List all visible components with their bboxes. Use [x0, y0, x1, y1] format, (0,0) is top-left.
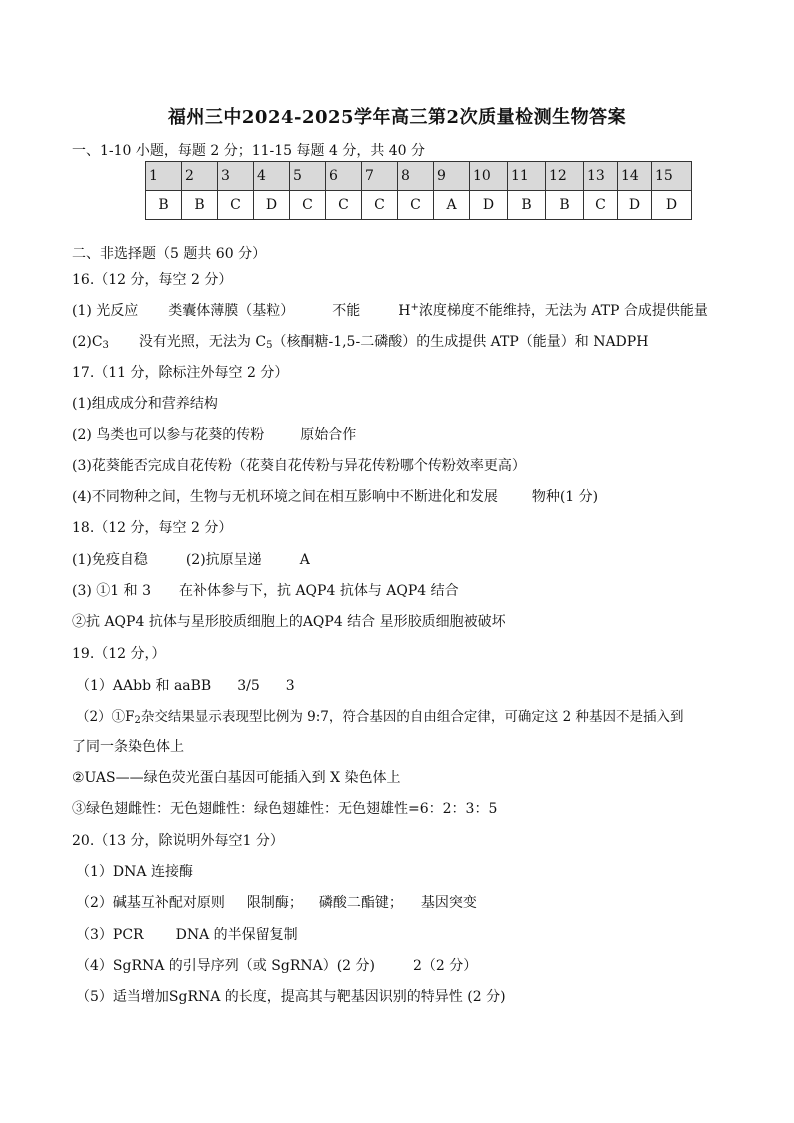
q20-answer-2c: 磷酸二酯键； [318, 895, 403, 911]
q19-line1 [76, 676, 295, 696]
question-number-cell: 1 [146, 162, 182, 191]
answer-table [145, 161, 692, 220]
q17-answer-4a: (4)不同物种之间，生物与无机环境之间在相互影响中不断进化和发展 [72, 489, 498, 505]
question-number-cell: 12 [546, 162, 584, 191]
q18-line1 [72, 550, 310, 570]
answer-cell: C [290, 191, 326, 220]
question-number-cell: 14 [618, 162, 652, 191]
q17-answer-2b: 原始合作 [300, 427, 357, 443]
q18-answer-3: A [299, 552, 310, 568]
question-number-cell: 4 [254, 162, 290, 191]
answer-table-answer-row [146, 191, 692, 220]
q20-answer-3b: DNA 的半保留复制 [175, 927, 298, 943]
q18-answer-4: (3) ①1 和 3 [72, 583, 151, 599]
answer-cell: D [618, 191, 652, 220]
q19-answer-2: 3/5 [237, 678, 260, 694]
q18-line2 [72, 581, 459, 601]
q17-line1: (1)组成成分和营养结构 [72, 396, 218, 412]
q17-line3: (3)花葵能否完成自花传粉（花葵自花传粉与异花传粉哪个传粉效率更高） [72, 458, 526, 474]
question-number-cell: 3 [218, 162, 254, 191]
q16-answer-4: H+浓度梯度不能维持，无法为 ATP 合成提供能量 [398, 302, 708, 319]
q17-answer-4b: 物种(1 分) [531, 489, 599, 505]
question-number-cell: 2 [182, 162, 218, 191]
q19-line2: $(2)①F_2$杂交结果显示表现型比例为 9:7，符合基因的自由组合定律，可确定这 2 种基因不是插入到 [76, 709, 684, 726]
q20-line2 [76, 893, 477, 913]
q17-line4 [72, 487, 598, 507]
q16-header: 16.（12 分，每空 2 分） [72, 272, 233, 288]
q16-answer-3: 不能 [332, 303, 361, 319]
question-number-cell: 13 [584, 162, 618, 191]
q20-line5: （5）适当增加SgRNA 的长度，提高其与靶基因识别的特异性 (2 分) [76, 989, 506, 1005]
q19-answer-1: （1）AAbb 和 aaBB [76, 678, 212, 694]
q20-header: 20.（13 分，除说明外每空1 分） [72, 833, 284, 849]
q19-line5: ③绿色翅雌性：无色翅雌性：绿色翅雄性：无色翅雄性=6：2：3：5 [72, 801, 498, 817]
answer-cell: B [182, 191, 218, 220]
question-number-cell: 7 [362, 162, 398, 191]
q19-line4: ②UAS——绿色荧光蛋白基因可能插入到 X 染色体上 [72, 770, 401, 786]
answer-cell: D [470, 191, 508, 220]
answer-cell: B [146, 191, 182, 220]
answer-cell: D [652, 191, 692, 220]
answer-table-number-row [146, 162, 692, 191]
q20-answer-2d: 基因突变 [420, 895, 477, 911]
q17-answer-2a: (2) 鸟类也可以参与花葵的传粉 [72, 427, 265, 443]
q16-line2 [72, 332, 648, 352]
q19-line3: 了同一条染色体上 [72, 739, 184, 755]
question-number-cell: 10 [470, 162, 508, 191]
q19-header: 19.（12 分，） [72, 646, 166, 662]
q20-answer-3a: （3）PCR [76, 927, 144, 943]
q20-line1: （1）DNA 连接酶 [76, 864, 193, 880]
q20-line3 [76, 925, 298, 945]
answer-cell: C [362, 191, 398, 220]
q16-line1 [72, 301, 708, 321]
question-number-cell: 8 [398, 162, 434, 191]
question-number-cell: 5 [290, 162, 326, 191]
answer-cell: C [218, 191, 254, 220]
q20-answer-4b: 2（2 分） [413, 958, 478, 974]
section2-heading: 二、非选择题（5 题共 60 分） [72, 246, 267, 262]
q18-header: 18.（12 分，每空 2 分） [72, 520, 233, 536]
q18-answer-2: (2)抗原呈递 [185, 552, 262, 568]
q17-line2 [72, 425, 356, 445]
answer-cell: B [546, 191, 584, 220]
answer-cell: C [326, 191, 362, 220]
q19-answer-3: 3 [285, 678, 295, 694]
q16-answer-6: 没有光照，无法为 $C_5$（核酮糖-1,5-二磷酸）的生成提供 ATP（能量）和 NADPH [138, 334, 649, 351]
question-number-cell: 9 [434, 162, 470, 191]
answer-cell: C [584, 191, 618, 220]
q20-answer-4a: （4）SgRNA 的引导序列（或 SgRNA）(2 分) [76, 958, 375, 974]
answer-cell: C [398, 191, 434, 220]
q18-line3: ②抗 AQP4 抗体与星形胶质细胞上的AQP4 结合 星形胶质细胞被破坏 [72, 614, 506, 630]
answer-cell: A [434, 191, 470, 220]
q16-answer-1: (1) 光反应 [72, 303, 139, 319]
q18-answer-5: 在补体参与下，抗 AQP4 抗体与 AQP4 结合 [179, 583, 459, 599]
question-number-cell: 6 [326, 162, 362, 191]
q20-answer-2b: 限制酶； [246, 895, 303, 911]
section1-heading: 一、1-10 小题，每题 2 分；11-15 每题 4 分，共 40 分 [72, 143, 426, 159]
question-number-cell: 15 [652, 162, 692, 191]
q16-answer-5: $(2)C_3$ [72, 334, 109, 351]
question-number-cell: 11 [508, 162, 546, 191]
answer-cell: B [508, 191, 546, 220]
q20-answer-2a: （2）碱基互补配对原则 [76, 895, 225, 911]
q16-answer-2: 类囊体薄膜（基粒） [168, 303, 295, 319]
q17-header: 17.（11 分，除标注外每空 2 分） [72, 365, 289, 381]
q18-answer-1: (1)免疫自稳 [72, 552, 148, 568]
q20-line4 [76, 956, 477, 976]
answer-cell: D [254, 191, 290, 220]
page-title: 福州三中2024-2025学年高三第2次质量检测生物答案 [167, 107, 627, 128]
